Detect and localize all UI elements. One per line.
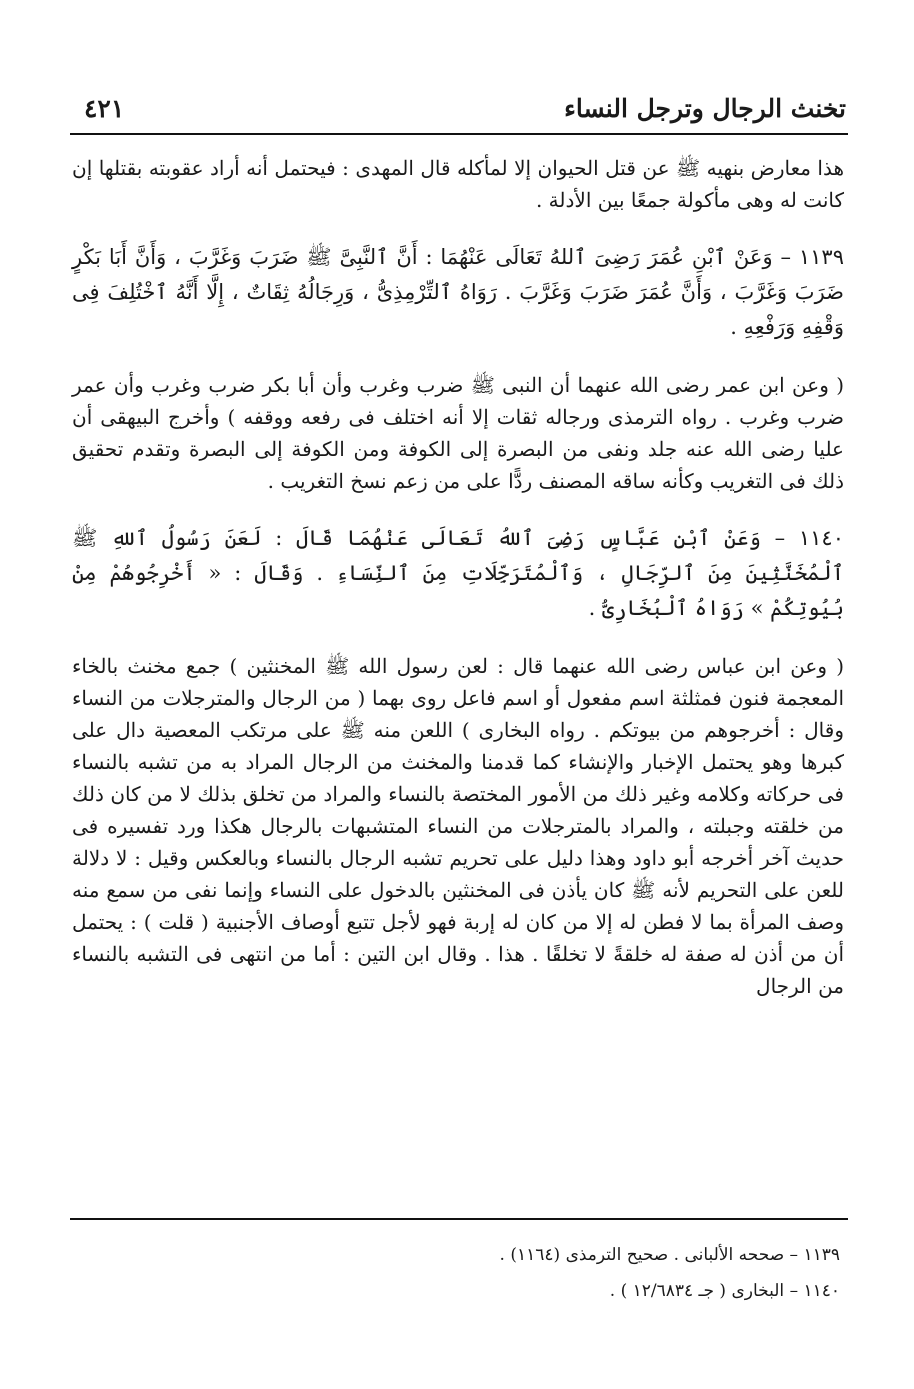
header-divider [70,133,848,135]
footnote-1139: ١١٣٩ – صححه الألبانى . صحيح الترمذى (١١٦٤) . [499,1245,840,1265]
page-number: ٤٢١ [84,94,125,123]
page-header [70,88,846,128]
footnote-1140: ١١٤٠ – البخارى ( جـ ١٢/٦٨٣٤ ) . [609,1281,840,1301]
main-text [72,152,844,1002]
footnote-divider [70,1218,848,1220]
commentary-paragraph: ( وعن ابن عمر رضى الله عنهما أن النبى ﷺ ضرب وغرب وأن أبا بكر ضرب وغرب وأن عمر ضرب وغرب . رواه الترمذى ورجاله ثقات إلا أنه اختلف فى رفعه ووقفه ) وأخرج البيهقى أن عليا رضى الله عنه جلد ونفى من البصرة إلى الكوفة ومن الكوفة إلى البصرة وتقدم تحقيق ذلك فى التغريب وكأنه ساقه المصنف ردًّا على من زعم نسخ التغريب . [72,373,844,493]
hadith-1139: ١١٣٩ – وَعَنْ ٱبْنِ عُمَرَ رَضِىَ ٱللهُ تَعَالَى عَنْهُمَا : أَنَّ ٱلنَّبِىَّ ﷺ ضَرَبَ وَغَرَّبَ ، وَأَنَّ أَبَا بَكْرٍ ضَرَبَ وَغَرَّبَ ، وَأَنَّ عُمَرَ ضَرَبَ وَغَرَّبَ . رَوَاهُ ٱلتِّرْمِذِىُّ ، وَرِجَالُهُ ثِقَاتٌ ، إِلَّا أَنَّهُ ٱخْتُلِفَ فِى وَقْفِهِ وَرَفْعِهِ . [72,245,844,339]
commentary-paragraph: هذا معارض بنهيه ﷺ عن قتل الحيوان إلا لمأكله قال المهدى : فيحتمل أنه أراد عقوبته بقتلها إن كانت له وهى مأكولة جمعًا بين الأدلة . [72,156,844,212]
commentary-paragraph: ( وعن ابن عباس رضى الله عنهما قال : لعن رسول الله ﷺ المخنثين ) جمع مخنث بالخاء المعجمة فنون فمثلثة اسم مفعول أو اسم فاعل روى بهما ( من الرجال والمترجلات من النساء وقال : أخرجوهم من بيوتكم . رواه البخارى ) اللعن منه ﷺ على مرتكب المعصية دال على كبرها وهو يحتمل الإخبار والإنشاء كما قدمنا والمخنث من الرجال المراد به من تشبه بالنساء فى حركاته وكلامه وغير ذلك من الأمور المختصة بالنساء والمراد من تخلق بذلك لا من كان ذلك من خلقته وجبلته ، والمراد بالمترجلات من النساء المتشبهات بالرجال هكذا ورد تفسيره فى حديث آخر أخرجه أبو داود وهذا دليل على تحريم تشبه الرجال بالنساء وبالعكس وقيل : لا دلالة للعن على التحريم لأنه ﷺ كان يأذن فى المخنثين بالدخول على النساء وإنما نفى من سمع منه وصف المرأة بما لا فطن له إلا من كان له إربة فهو لأجل تتبع أوصاف الأجنبية ( قلت ) : يحتمل أن من أذن له صفة له خلقةً لا تخلقًا . هذا . وقال ابن التين : أما من انتهى فى التشبه بالنساء من الرجال [72,654,845,998]
footnotes [140,1240,840,1312]
chapter-title: تخنث الرجال وترجل النساء [564,94,846,123]
hadith-1140: ١١٤٠ – وَعَنْ ٱبْنِ عَبَّاسٍ رَضِىَ ٱللهُ تَعَالَى عَنْهُمَا قَالَ : لَعَنَ رَسُولُ ٱللهِ ﷺ ٱلْمُخَنَّثِينَ مِنَ ٱلرِّجَالِ ، وَٱلْمُتَرَجِّلَاتِ مِنَ ٱلنِّسَاءِ . وَقَالَ : « أَخْرِجُوهُمْ مِنْ بُيُوتِكُمْ » رَوَاهُ ٱلْبُخَارِىُّ . [72,526,844,620]
